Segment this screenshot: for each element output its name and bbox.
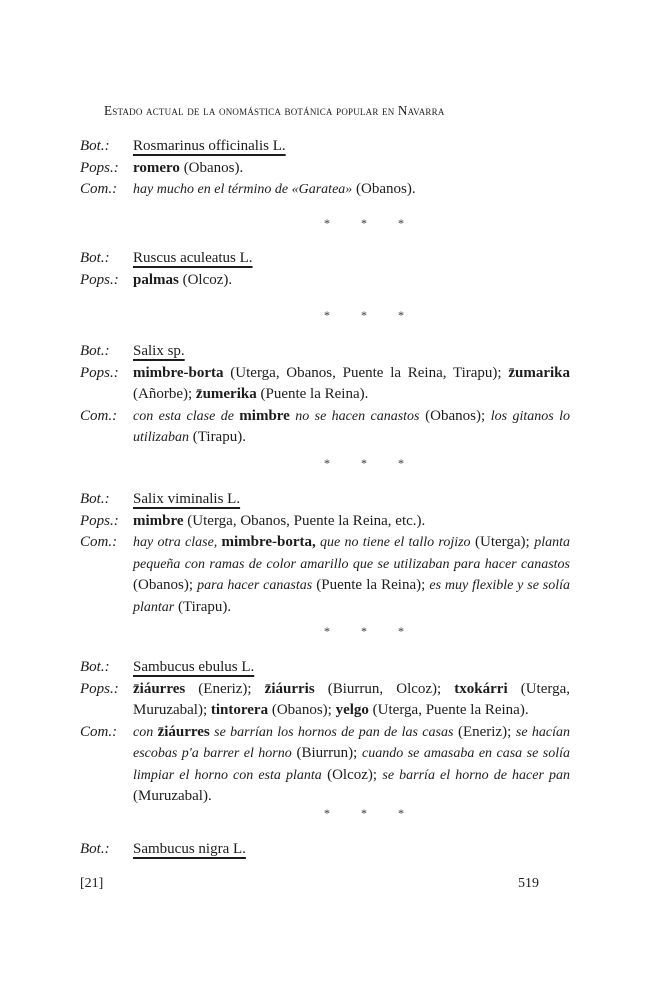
bot-label: Bot.: [80, 138, 110, 154]
popular-name: z̄iáurres [133, 680, 186, 697]
popular-name: tintorera [210, 702, 269, 718]
locality-text: (Uterga, Muruzabal); [133, 680, 570, 718]
locality-text: (Tirapu). [189, 429, 246, 445]
comment-text: se barrían los hornos de pan de las casas [209, 724, 454, 740]
locality-text: (Obanos). [179, 159, 244, 176]
bot-row [80, 341, 570, 363]
locality-text: (Obanos). [352, 181, 416, 197]
locality-text: (Muruzabal). [133, 788, 212, 804]
com-content [133, 406, 570, 449]
pops-label: Pops.: [80, 364, 119, 381]
locality-text: (Uterga, Obanos, Puente la Reina, Tirapu); [223, 364, 509, 381]
comment-text: hay mucho en el término de «Garatea» [133, 182, 353, 197]
bot-row [80, 136, 570, 158]
bot-label: Bot.: [80, 250, 110, 266]
popular-name: mimbre-borta, [221, 534, 316, 550]
bot-label: Bot.: [80, 343, 110, 359]
popular-name: z̄iáurris [264, 680, 315, 697]
com-label: Com.: [80, 181, 118, 197]
com-label: Com.: [80, 723, 118, 740]
section-separator: * * * [324, 308, 418, 322]
comment-text: se hacían escobas p'a barrer el horno [133, 724, 570, 761]
locality-text: (Biurrun); [291, 745, 363, 761]
comment-text: con [133, 724, 158, 740]
running-head: Estado actual de la onomástica botánica popular en Navarra [104, 103, 445, 118]
com-row [80, 406, 570, 449]
pops-label: Pops.: [80, 512, 119, 529]
popular-name: z̄iáurres [157, 723, 210, 740]
pops-content [133, 270, 570, 292]
pops-row [80, 679, 570, 722]
pops-label: Pops.: [80, 271, 119, 288]
popular-name: palmas [133, 271, 179, 288]
locality-text: (Eneriz); [185, 680, 265, 697]
comment-text: con esta clase de [133, 408, 240, 424]
locality-text: (Uterga); [470, 534, 535, 550]
pops-content [133, 679, 570, 722]
section-separator: * * * [324, 806, 418, 820]
comment-text: planta pequeña con ramas de color amarillo que se utilizaban para hacer canastos [133, 535, 570, 572]
pops-row [80, 511, 570, 533]
pops-row [80, 270, 570, 292]
com-row [80, 532, 570, 618]
bot-label: Bot.: [80, 659, 110, 675]
pops-label: Pops.: [80, 159, 119, 176]
bot-row [80, 839, 570, 861]
com-content [133, 179, 570, 201]
com-content [133, 532, 570, 618]
popular-name: romero [133, 159, 180, 176]
popular-name: z̄umerika [195, 386, 257, 402]
entry-sambucus-ebulus [80, 657, 570, 808]
popular-name: mimbre-borta [133, 364, 224, 381]
locality-text: (Obanos); [419, 407, 491, 424]
locality-text: (Puente la Reina). [256, 386, 369, 402]
com-content [133, 722, 570, 808]
popular-name: mimbre [239, 407, 290, 424]
section-separator: * * * [324, 624, 418, 638]
locality-text: (Olcoz). [178, 271, 233, 288]
pops-content [133, 363, 570, 406]
comment-text: no se hacen canastos [289, 408, 420, 424]
comment-text: para hacer canastas [197, 578, 313, 593]
com-row [80, 722, 570, 808]
botanical-name: Rosmarinus officinalis L. [133, 138, 286, 154]
comment-text: cuando se amasaba en casa se solía limpiar el horno con esta planta [133, 746, 570, 783]
bot-row [80, 657, 570, 679]
botanical-name: Ruscus aculeatus L. [133, 250, 253, 266]
bot-row [80, 248, 570, 270]
section-separator: * * * [324, 456, 418, 470]
footer-section-number: [21] [80, 876, 104, 891]
com-label: Com.: [80, 534, 118, 550]
botanical-name: Sambucus nigra L. [133, 841, 246, 857]
com-row [80, 179, 570, 201]
locality-text: (Puente la Reina); [312, 577, 430, 593]
locality-text: (Olcoz); [321, 766, 383, 783]
section-separator: * * * [324, 216, 418, 230]
comment-text: que no tiene el tallo rojizo [315, 535, 471, 550]
bot-label: Bot.: [80, 491, 110, 507]
botanical-name: Salix viminalis L. [133, 491, 241, 507]
pops-row [80, 158, 570, 180]
locality-text: (Uterga, Obanos, Puente la Reina, etc.). [183, 512, 426, 529]
popular-name: yelgo [335, 702, 369, 718]
popular-name: z̄umarika [508, 364, 570, 381]
locality-text: (Uterga, Puente la Reina). [368, 702, 529, 718]
com-label: Com.: [80, 407, 118, 424]
entry-salix-viminalis [80, 489, 570, 618]
locality-text: (Obanos); [268, 702, 336, 718]
entry-salix-sp [80, 341, 570, 449]
botanical-name: Sambucus ebulus L. [133, 659, 255, 675]
comment-text: hay otra clase, [133, 535, 222, 550]
bot-label: Bot.: [80, 841, 110, 857]
page-number: 519 [518, 876, 539, 891]
comment-text: se barría el horno de hacer pan [382, 767, 571, 783]
locality-text: (Biurrun, Olcoz); [314, 680, 455, 697]
popular-name: mimbre [133, 512, 184, 529]
locality-text: (Obanos); [133, 577, 198, 593]
botanical-name: Salix sp. [133, 343, 185, 359]
entry-sambucus-nigra [80, 839, 570, 861]
bot-row [80, 489, 570, 511]
locality-text: (Eneriz); [453, 723, 516, 740]
locality-text: (Tirapu). [174, 598, 232, 615]
pops-content [133, 158, 570, 180]
entry-rosmarinus [80, 136, 570, 201]
pops-content [133, 511, 570, 533]
pops-label: Pops.: [80, 680, 119, 697]
comment-text: es muy flexible y se solía plantar [133, 578, 570, 615]
popular-name: txokárri [454, 680, 508, 697]
entry-ruscus [80, 248, 570, 291]
pops-row [80, 363, 570, 406]
locality-text: (Añorbe); [133, 386, 196, 402]
comment-text: los gitanos lo utilizaban [133, 408, 570, 445]
